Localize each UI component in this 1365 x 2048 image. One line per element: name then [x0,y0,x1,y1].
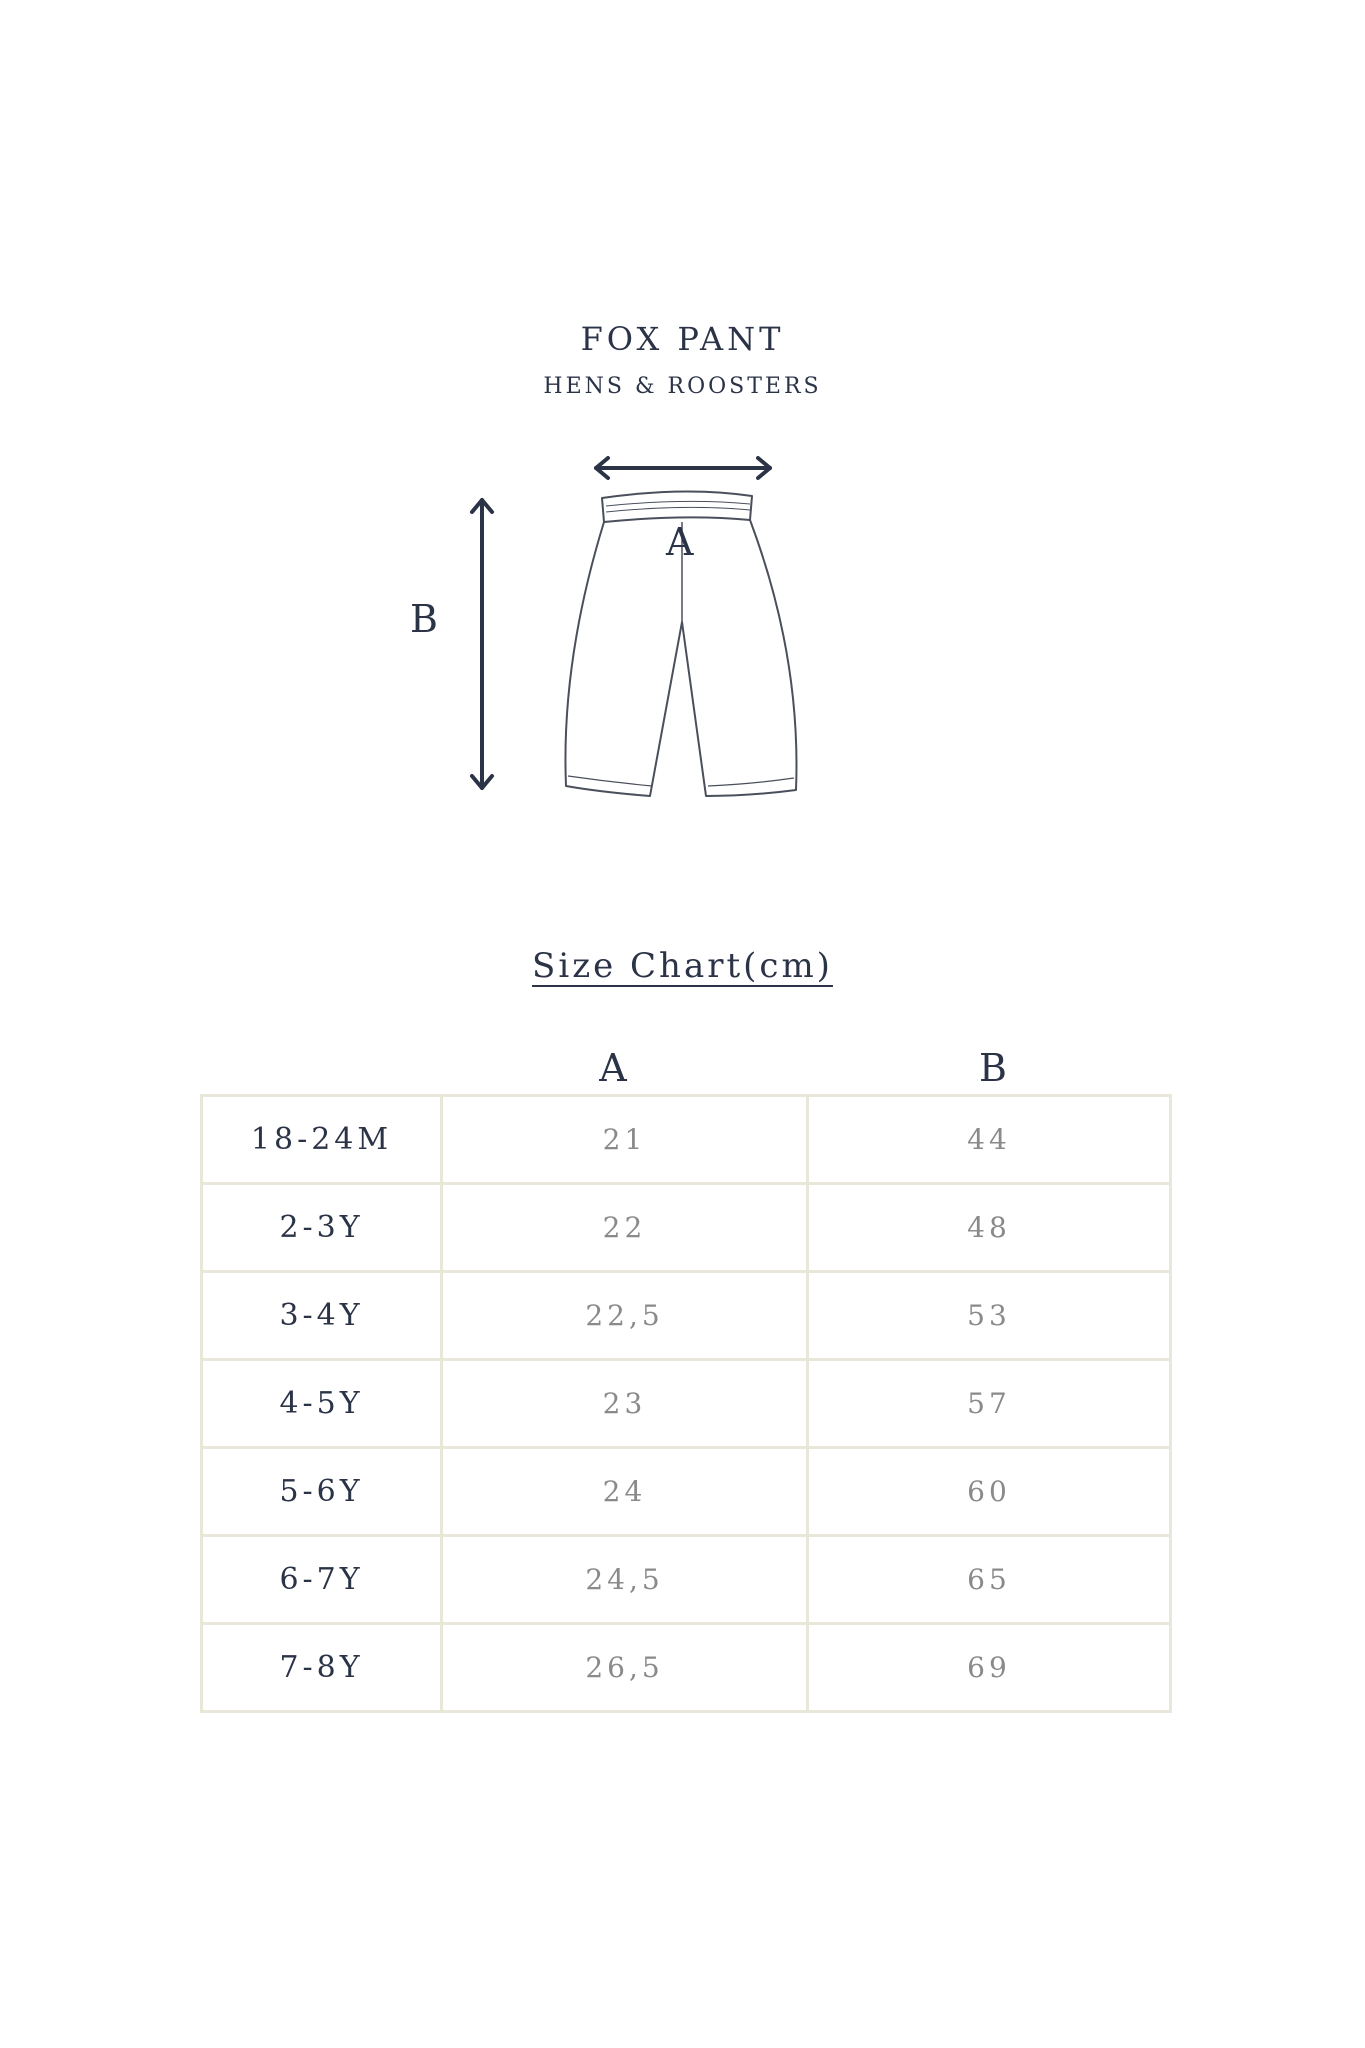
diagram-label-a: A [666,520,694,564]
value-a-cell: 22,5 [442,1272,808,1360]
size-cell: 2-3Y [202,1184,442,1272]
table-row [202,1272,1171,1360]
value-a-cell: 21 [442,1096,808,1184]
size-chart-heading-text: Size Chart(cm) [532,946,833,986]
table-row [202,1624,1171,1712]
value-b-cell: 65 [808,1536,1171,1624]
measure-arrow-a-icon [596,458,770,478]
value-a-cell: 22 [442,1184,808,1272]
size-cell: 5-6Y [202,1448,442,1536]
size-cell: 4-5Y [202,1360,442,1448]
size-chart-heading [0,946,1365,986]
size-cell: 7-8Y [202,1624,442,1712]
size-cell: 18-24M [202,1096,442,1184]
value-b-cell: 57 [808,1360,1171,1448]
product-title: FOX PANT [580,320,785,358]
table-row [202,1360,1171,1448]
value-b-cell: 69 [808,1624,1171,1712]
pant-diagram-icon [0,440,1365,820]
value-b-cell: 44 [808,1096,1171,1184]
size-cell: 3-4Y [202,1272,442,1360]
table-row [202,1184,1171,1272]
measure-arrow-b-icon [472,500,492,788]
table-row [202,1096,1171,1184]
table-row [202,1536,1171,1624]
column-header-a: A [599,1046,627,1090]
table-row [202,1448,1171,1536]
value-a-cell: 26,5 [442,1624,808,1712]
brand-name: HENS & ROOSTERS [543,374,822,399]
value-a-cell: 24,5 [442,1536,808,1624]
diagram-label-b: B [410,597,438,641]
value-a-cell: 23 [442,1360,808,1448]
size-table [200,1094,1172,1713]
size-cell: 6-7Y [202,1536,442,1624]
value-a-cell: 24 [442,1448,808,1536]
value-b-cell: 53 [808,1272,1171,1360]
column-header-b: B [979,1046,1007,1090]
value-b-cell: 48 [808,1184,1171,1272]
value-b-cell: 60 [808,1448,1171,1536]
